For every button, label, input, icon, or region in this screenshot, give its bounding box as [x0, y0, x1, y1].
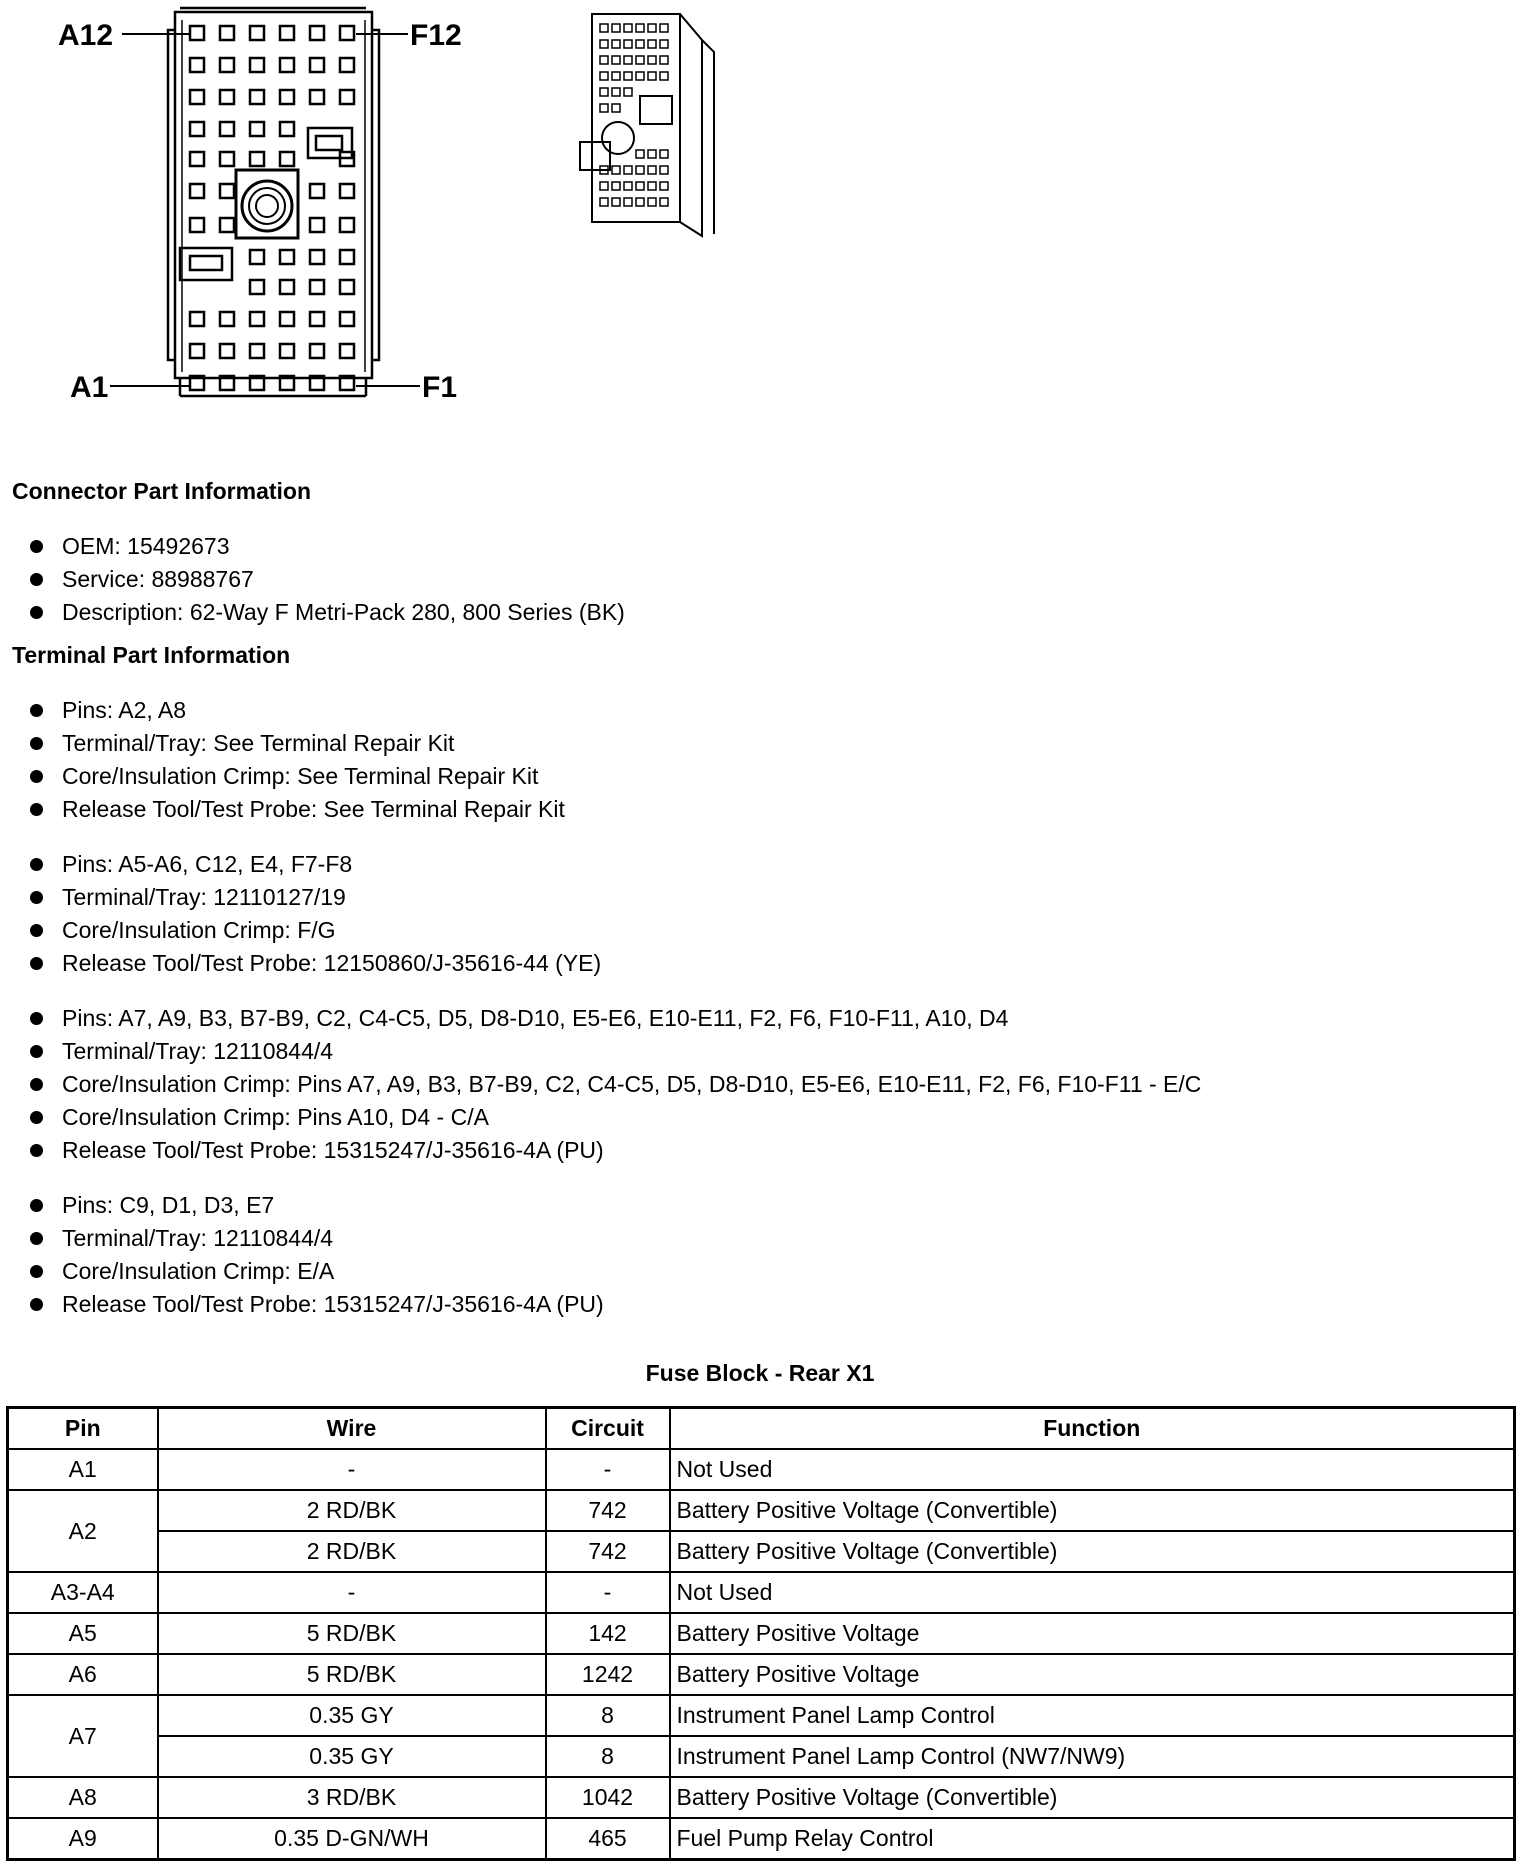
bullet-icon [30, 573, 43, 586]
bullet-icon [30, 704, 43, 717]
wire-cell: 2 RD/BK [158, 1490, 546, 1531]
bullet-icon [30, 891, 43, 904]
circuit-cell: 465 [546, 1818, 670, 1860]
label-f12: F12 [410, 19, 462, 52]
function-cell: Not Used [670, 1572, 1515, 1613]
bullet-icon [30, 1298, 43, 1311]
column-header-circuit: Circuit [546, 1408, 670, 1450]
list-item: Core/Insulation Crimp: Pins A7, A9, B3, B7-B9, C2, C4-C5, D5, D8-D10, E5-E6, E10-E11, F2, F6, F10-F11 - E/C [28, 1068, 1201, 1101]
list-item: Terminal/Tray: 12110844/4 [28, 1222, 604, 1255]
circuit-cell: 142 [546, 1613, 670, 1654]
function-cell: Battery Positive Voltage (Convertible) [670, 1531, 1515, 1572]
list-item: Core/Insulation Crimp: See Terminal Repair Kit [28, 760, 565, 793]
list-item: Service: 88988767 [28, 563, 625, 596]
function-cell: Battery Positive Voltage (Convertible) [670, 1490, 1515, 1531]
pin-cell: A3-A4 [8, 1572, 158, 1613]
label-a1: A1 [70, 371, 109, 404]
table-row [8, 1736, 1515, 1777]
table-row [8, 1654, 1515, 1695]
list-item: Core/Insulation Crimp: E/A [28, 1255, 604, 1288]
circuit-cell: 8 [546, 1736, 670, 1777]
bullet-icon [30, 1265, 43, 1278]
label-a12: A12 [58, 19, 114, 52]
circuit-cell: 1042 [546, 1777, 670, 1818]
wire-cell: 0.35 D-GN/WH [158, 1818, 546, 1860]
function-cell: Fuel Pump Relay Control [670, 1818, 1515, 1860]
wire-cell: - [158, 1449, 546, 1490]
pin-cell: A8 [8, 1777, 158, 1818]
connector-info-title: Connector Part Information [12, 478, 312, 504]
bullet-icon [30, 957, 43, 970]
list-item: OEM: 15492673 [28, 530, 625, 563]
wire-cell: 5 RD/BK [158, 1613, 546, 1654]
table-row [8, 1613, 1515, 1654]
column-header-function: Function [670, 1408, 1515, 1450]
wire-cell: 3 RD/BK [158, 1777, 546, 1818]
table-row [8, 1449, 1515, 1490]
wire-cell: 5 RD/BK [158, 1654, 546, 1695]
bullet-icon [30, 1012, 43, 1025]
bullet-icon [30, 1045, 43, 1058]
wire-cell: 0.35 GY [158, 1695, 546, 1736]
list-item: Release Tool/Test Probe: 15315247/J-35616-4A (PU) [28, 1134, 1201, 1167]
table-title: Fuse Block - Rear X1 [645, 1360, 875, 1386]
list-item: Pins: A7, A9, B3, B7-B9, C2, C4-C5, D5, D8-D10, E5-E6, E10-E11, F2, F6, F10-F11, A10, D4 [28, 1002, 1201, 1035]
bullet-icon [30, 1144, 43, 1157]
circuit-cell: - [546, 1572, 670, 1613]
table-row [8, 1777, 1515, 1818]
table-row [8, 1818, 1515, 1860]
list-item: Terminal/Tray: 12110844/4 [28, 1035, 1201, 1068]
wire-cell: - [158, 1572, 546, 1613]
circuit-cell: - [546, 1449, 670, 1490]
bullet-icon [30, 924, 43, 937]
pinout-table [6, 1406, 1516, 1861]
list-item: Terminal/Tray: See Terminal Repair Kit [28, 727, 565, 760]
function-cell: Battery Positive Voltage (Convertible) [670, 1777, 1515, 1818]
terminal-info-title: Terminal Part Information [12, 642, 291, 668]
bullet-icon [30, 770, 43, 783]
list-item: Pins: A2, A8 [28, 694, 565, 727]
function-cell: Battery Positive Voltage [670, 1613, 1515, 1654]
pin-cell: A9 [8, 1818, 158, 1860]
function-cell: Battery Positive Voltage [670, 1654, 1515, 1695]
function-cell: Instrument Panel Lamp Control (NW7/NW9) [670, 1736, 1515, 1777]
terminal-group-3 [28, 1002, 1201, 1167]
bullet-icon [30, 1078, 43, 1091]
pin-cell: A7 [8, 1695, 158, 1777]
terminal-group-4 [28, 1189, 604, 1321]
list-item: Description: 62-Way F Metri-Pack 280, 800 Series (BK) [28, 596, 625, 629]
bullet-icon [30, 1199, 43, 1212]
circuit-cell: 8 [546, 1695, 670, 1736]
bullet-icon [30, 1111, 43, 1124]
table-row [8, 1695, 1515, 1736]
connector-info-list [28, 530, 625, 629]
list-item: Release Tool/Test Probe: See Terminal Repair Kit [28, 793, 565, 826]
bullet-icon [30, 858, 43, 871]
table-row [8, 1572, 1515, 1613]
table-row [8, 1531, 1515, 1572]
bullet-icon [30, 803, 43, 816]
pin-cell: A6 [8, 1654, 158, 1695]
function-cell: Instrument Panel Lamp Control [670, 1695, 1515, 1736]
table-row [8, 1490, 1515, 1531]
list-item: Release Tool/Test Probe: 15315247/J-35616-4A (PU) [28, 1288, 604, 1321]
terminal-group-2 [28, 848, 601, 980]
column-header-pin: Pin [8, 1408, 158, 1450]
circuit-cell: 742 [546, 1531, 670, 1572]
wire-cell: 0.35 GY [158, 1736, 546, 1777]
list-item: Core/Insulation Crimp: Pins A10, D4 - C/A [28, 1101, 1201, 1134]
bullet-icon [30, 606, 43, 619]
pin-cell: A5 [8, 1613, 158, 1654]
function-cell: Not Used [670, 1449, 1515, 1490]
bullet-icon [30, 1232, 43, 1245]
label-f1: F1 [422, 371, 458, 404]
circuit-cell: 742 [546, 1490, 670, 1531]
wire-cell: 2 RD/BK [158, 1531, 546, 1572]
bullet-icon [30, 737, 43, 750]
pin-cell: A2 [8, 1490, 158, 1572]
terminal-group-1 [28, 694, 565, 826]
list-item: Pins: C9, D1, D3, E7 [28, 1189, 604, 1222]
list-item: Core/Insulation Crimp: F/G [28, 914, 601, 947]
column-header-wire: Wire [158, 1408, 546, 1450]
connector-diagram [0, 0, 760, 420]
list-item: Release Tool/Test Probe: 12150860/J-35616-44 (YE) [28, 947, 601, 980]
circuit-cell: 1242 [546, 1654, 670, 1695]
list-item: Terminal/Tray: 12110127/19 [28, 881, 601, 914]
bullet-icon [30, 540, 43, 553]
list-item: Pins: A5-A6, C12, E4, F7-F8 [28, 848, 601, 881]
pin-cell: A1 [8, 1449, 158, 1490]
table-header-row [8, 1408, 1515, 1450]
